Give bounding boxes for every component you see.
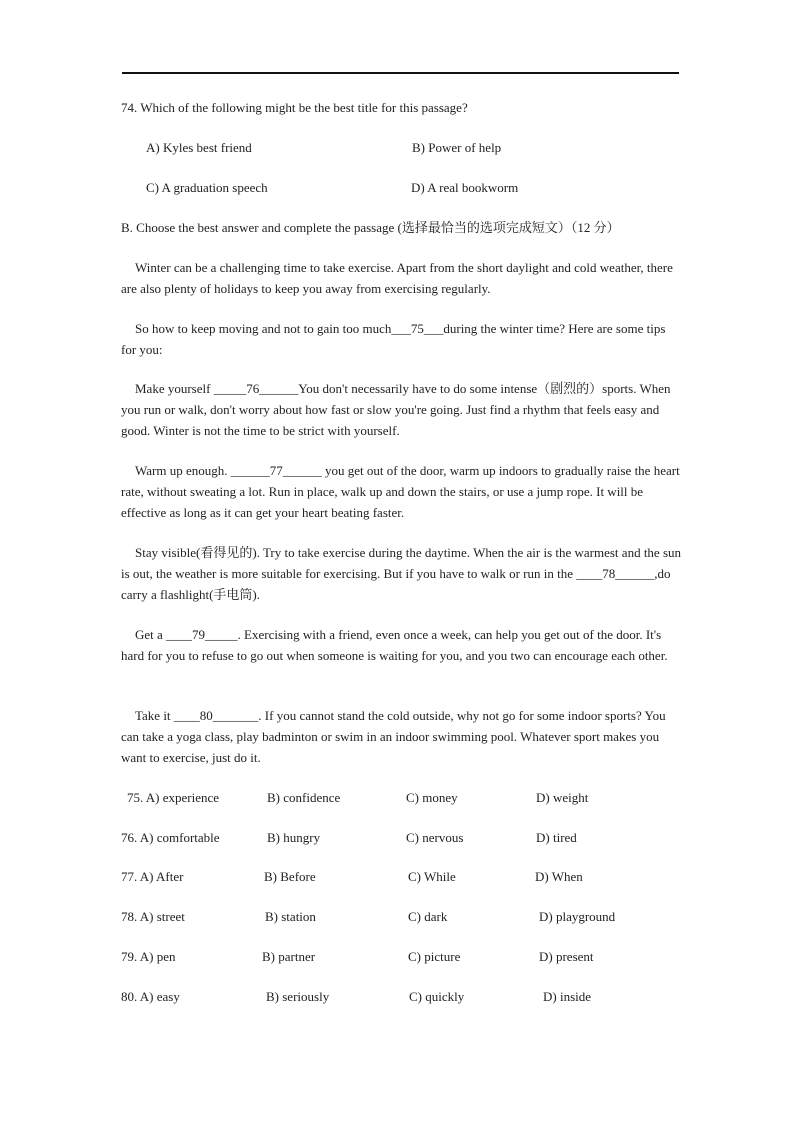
passage-paragraph-6: Get a ____79_____. Exercising with a friend, even once a week, can help you get out of the door. It's hard for you to refuse to go out when someone is waiting for you, and you two can encourage each other. (121, 627, 668, 663)
q79-option-a: 79. A) pen (121, 949, 176, 964)
q75-option-b: B) confidence (267, 790, 341, 805)
section-b-instruction: B. Choose the best answer and complete the passage (选择最恰当的选项完成短文）（12 分） (121, 220, 620, 235)
q79-option-b: B) partner (262, 949, 316, 964)
q80-option-a: 80. A) easy (121, 989, 180, 1004)
q77-option-b: B) Before (264, 869, 316, 884)
q76-option-c: C) nervous (406, 830, 464, 845)
q74-option-a: A) Kyles best friend (146, 140, 252, 155)
q76-option-b: B) hungry (267, 830, 321, 845)
passage-paragraph-4: Warm up enough. ______77______ you get out of the door, warm up indoors to gradually raise the heart rate, without sweating a lot. Run in place, walk up and down the stairs, or use a jump rope. It will be effective as long as it can get your heart beating faster. (121, 463, 680, 520)
passage-paragraph-5: Stay visible(看得见的). Try to take exercise during the daytime. When the air is the warmest and the sun is out, the weather is more suitable for exercising. But if you have to walk or run in the ____78______,do carry a flashlight(手电筒). (121, 545, 682, 602)
q80-option-b: B) seriously (266, 989, 330, 1004)
q79-option-c: C) picture (408, 949, 461, 964)
passage-paragraph-3: Make yourself _____76______You don't necessarily have to do some intense（剧烈的）sports. When you run or walk, don't worry about how fast or slow you're going. Just find a rhythm that feels easy and good. Winter is not the time to be strict with yourself. (121, 381, 671, 438)
question-74: 74. Which of the following might be the best title for this passage? (121, 100, 468, 115)
q78-option-b: B) station (265, 909, 316, 924)
q77-option-a: 77. A) After (121, 869, 184, 884)
q74-option-d: D) A real bookworm (411, 180, 519, 195)
q74-option-b: B) Power of help (412, 140, 502, 155)
q75-option-d: D) weight (536, 790, 589, 805)
passage-paragraph-7: Take it ____80_______. If you cannot stand the cold outside, why not go for some indoor sports? You can take a yoga class, play badminton or swim in an indoor swimming pool. Whatever sport makes you want to exercise, just do it. (121, 708, 666, 765)
q77-option-c: C) While (408, 869, 456, 884)
q79-option-d: D) present (539, 949, 594, 964)
q78-option-d: D) playground (539, 909, 616, 924)
top-rule (122, 72, 679, 74)
q78-option-c: C) dark (408, 909, 448, 924)
q80-option-c: C) quickly (409, 989, 465, 1004)
q76-option-d: D) tired (536, 830, 577, 845)
q78-option-a: 78. A) street (121, 909, 185, 924)
q76-option-a: 76. A) comfortable (121, 830, 220, 845)
q75-option-c: C) money (406, 790, 458, 805)
q74-option-c: C) A graduation speech (146, 180, 268, 195)
q75-option-a: 75. A) experience (127, 790, 220, 805)
q80-option-d: D) inside (543, 989, 592, 1004)
passage-paragraph-1: Winter can be a challenging time to take exercise. Apart from the short daylight and cold weather, there are also plenty of holidays to keep you away from exercising regularly. (121, 260, 673, 296)
passage-paragraph-2: So how to keep moving and not to gain too much___75___during the winter time? Here are some tips for you: (121, 321, 666, 357)
q77-option-d: D) When (535, 869, 583, 884)
